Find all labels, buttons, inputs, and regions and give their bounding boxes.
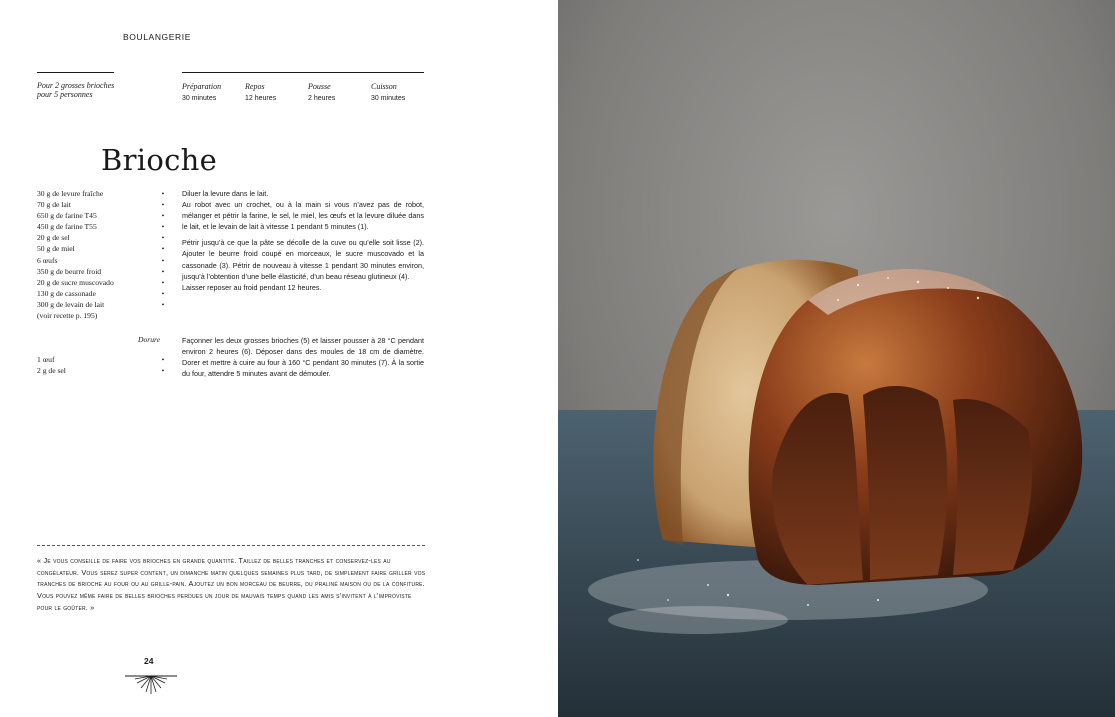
meta-label: Pousse <box>308 82 331 91</box>
bullet: • <box>161 233 165 243</box>
bullet: • <box>161 266 165 276</box>
step-text: Diluer la levure dans le lait. <box>182 189 269 198</box>
meta-value: 30 minutes <box>182 95 217 102</box>
bullet: • <box>161 355 165 365</box>
sunburst-ornament-icon <box>125 674 177 696</box>
dorure-ingredient-item: 1 œuf <box>37 355 55 365</box>
bullet: • <box>161 244 165 254</box>
page-number: 24 <box>144 656 154 666</box>
recipe-yield: Pour 2 grosses brioches pour 5 personnes <box>37 81 115 99</box>
meta-label: Repos <box>245 82 265 91</box>
meta-value: 2 heures <box>308 95 336 102</box>
brioche-photo <box>558 0 1115 717</box>
dorure-ingredient-item: 2 g de sel <box>37 366 66 376</box>
brioche-photo-illustration <box>558 0 1115 717</box>
bullet: • <box>161 299 165 309</box>
ingredient-note: (voir recette p. 195) <box>37 311 98 321</box>
bullet: • <box>161 288 165 298</box>
yield-rule <box>37 72 114 73</box>
steps-column <box>182 188 424 379</box>
ingredient-item: 6 œufs <box>37 255 58 265</box>
step-text: Laisser reposer au froid pendant 12 heures. <box>182 282 322 292</box>
ingredient-item: 130 g de cassonade <box>37 288 96 298</box>
bullet: • <box>161 222 165 232</box>
ingredient-item: 70 g de lait <box>37 200 71 210</box>
meta-cuisson <box>371 81 405 105</box>
meta-label: Cuisson <box>371 82 397 91</box>
bullet: • <box>161 189 165 198</box>
meta-value: 12 heures <box>245 95 277 102</box>
bullet: • <box>161 277 165 287</box>
ingredient-item: 450 g de farine T55 <box>37 222 97 232</box>
step-text: Au robot avec un crochet, ou à la main si vous n’avez pas de robot, mélanger et pétrir la farine, le sel, le miel, les œufs et la levure diluée dans le lait, et le levain de lait à vitesse 1 pendant 5 minutes (1). <box>182 200 424 232</box>
ingredient-list <box>37 188 167 376</box>
meta-preparation <box>182 81 221 105</box>
bullet: • <box>161 255 165 265</box>
dorure-label: Dorure <box>138 335 161 344</box>
step-text: Façonner les deux grosses brioches (5) et laisser pousser à 28 °C pendant environ 2 heures (6). Déposer dans des moules de 18 cm de diamètre. Dorer et mettre à cuire au four à 160 °C pendant 30 minutes (7). À la sortie du four, attendre 5 minutes avant de démouler. <box>182 336 424 379</box>
bullet-column <box>159 188 167 376</box>
ingredient-item: 20 g de sucre muscovado <box>37 277 114 287</box>
ingredient-item: 350 g de beurre froid <box>37 266 102 276</box>
step-text: Pétrir jusqu’à ce que la pâte se décolle de la cuve ou qu’elle soit lisse (2). Ajouter le beurre froid coupé en morceaux, le sucre muscovado et la cassonade (3). Pétrir de nouveau à vitesse 1 pendant 30 minutes environ, jusqu’à l’obtention d’une belle élasticité, d’un beau réseau glutineux (4). <box>182 238 424 281</box>
meta-label: Préparation <box>182 82 222 91</box>
meta-value: 30 minutes <box>371 95 406 102</box>
bullet: • <box>161 366 165 376</box>
meta-pousse <box>308 81 335 105</box>
ingredient-item: 20 g de sel <box>37 233 70 243</box>
meta-repos <box>245 81 276 105</box>
recipe-title: Brioche <box>101 143 218 178</box>
meta-rule <box>182 72 424 73</box>
section-title: BOULANGERIE <box>123 32 192 42</box>
bullet: • <box>161 200 165 210</box>
quote-divider <box>37 545 425 546</box>
ingredient-item: 650 g de farine T45 <box>37 211 97 221</box>
ingredient-item: 50 g de miel <box>37 244 75 254</box>
ingredient-item: 30 g de levure fraîche <box>37 189 104 198</box>
chef-quote: « Je vous conseille de faire vos brioches en grande quantité. Taillez de belles tranches et conservez-les au congélateur. Vous serez super content, un dimanche matin quelques semaines plus tard, de simplement faire griller vos tranches de brioche au four ou au grille-pain. Ajoutez un bon morceau de beurre, du praliné maison ou de la confiture. Vous pouvez même faire de belles brioches perdues un jour de mauvais temps quand les amis s’invitent à l’improviste pour le goûter. » <box>37 556 426 612</box>
bullet: • <box>161 211 165 221</box>
ingredient-item: 300 g de levain de lait <box>37 299 105 309</box>
